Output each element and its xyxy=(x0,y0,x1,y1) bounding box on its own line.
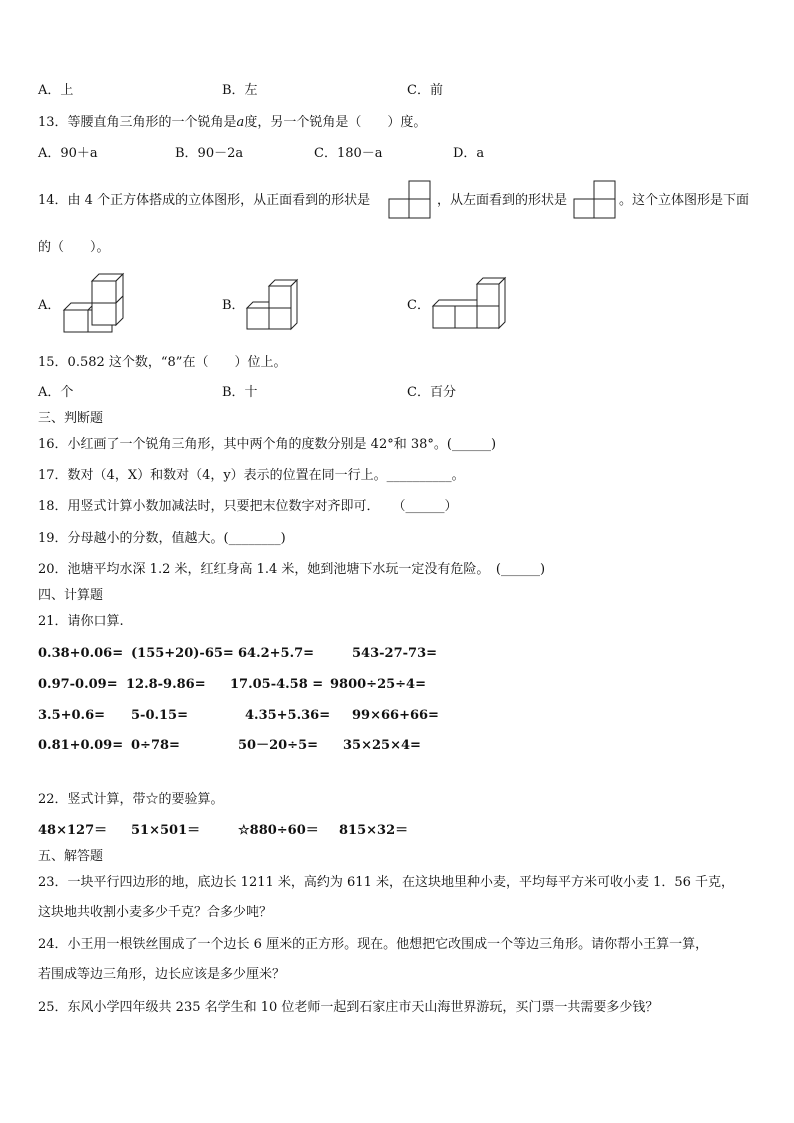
q25-text: 25．东风小学四年级共 235 名学生和 10 位老师一起到石家庄市天山海世界游玩，买门票一共需要多少钱？ xyxy=(38,1000,659,1015)
q21-r1-c2: (155+20)-65= xyxy=(131,646,234,661)
q21-r3-c3: 4.35+5.36= xyxy=(245,708,331,723)
q16-text: 16．小红画了一个锐角三角形，其中两个角的度数分别是 42°和 38°。(______) xyxy=(38,437,497,452)
q24-line-2: 若围成等边三角形，边长应该是多少厘米？ xyxy=(38,967,286,982)
q14-text-b: ，从左面看到的形状是 xyxy=(437,193,568,208)
q15-option-b: B．十 xyxy=(222,385,258,400)
q12-option-c: C．前 xyxy=(407,83,443,98)
q21-r2-c3: 17.05-4.58 = xyxy=(230,677,324,692)
q21-r4-c4: 35×25×4= xyxy=(343,738,421,753)
q21-r4-c3: 50－20÷5= xyxy=(238,738,319,753)
q21-r3-c1: 3.5+0.6= xyxy=(38,708,106,723)
q14-option-b-figure xyxy=(245,278,307,332)
q14-left-view-figure xyxy=(573,180,619,220)
q22-item-4: 815×32＝ xyxy=(339,823,409,838)
q15-text: 15．0.582 这个数，“8”在（ ）位上。 xyxy=(38,355,287,370)
q14-option-c-figure xyxy=(431,278,509,332)
q21-r1-c4: 543-27-73= xyxy=(352,646,438,661)
q14-option-a-figure xyxy=(62,272,124,334)
q23-line-2: 这块地共收割小麦多少千克？合多少吨？ xyxy=(38,905,273,920)
q13-text: 13．等腰直角三角形的一个锐角是a度，另一个锐角是（ ）度。 xyxy=(38,115,427,130)
q13-option-a: A．90＋a xyxy=(38,146,98,161)
q21-r4-c2: 0÷78= xyxy=(131,738,180,753)
q22-item-3: ☆880÷60＝ xyxy=(238,823,319,838)
q22-title: 22．竖式计算，带☆的要验算。 xyxy=(38,792,224,807)
q18-text: 18．用竖式计算小数加减法时，只要把末位数字对齐即可． （______） xyxy=(38,499,458,514)
q13-variable: a xyxy=(236,115,245,130)
q15-option-a: A．个 xyxy=(38,385,74,400)
q14-text-a: 14．由 4 个正方体搭成的立体图形，从正面看到的形状是 xyxy=(38,193,371,208)
q12-option-b: B．左 xyxy=(222,83,258,98)
q14-text-d: 的（ ）。 xyxy=(38,240,110,255)
q14-front-view-figure xyxy=(388,180,434,220)
q19-text: 19．分母越小的分数，值越大。(________) xyxy=(38,531,286,546)
section-heading-calculation: 四、计算题 xyxy=(38,588,104,603)
q14-option-b: B． xyxy=(222,298,245,313)
q14-option-a: A． xyxy=(38,298,61,313)
q13-option-d: D．a xyxy=(453,146,485,161)
q22-item-1: 48×127＝ xyxy=(38,823,108,838)
q23-line-1: 23．一块平行四边形的地，底边长 1211 米，高约为 611 米，在这块地里种小麦，平均每平方米可收小麦 1．56 千克， xyxy=(38,875,735,890)
q14-text-c: 。这个立体图形是下面 xyxy=(619,193,750,208)
q13-option-b: B．90－2a xyxy=(175,146,244,161)
q22-item-2: 51×501＝ xyxy=(131,823,201,838)
q14-option-c: C． xyxy=(407,298,430,313)
q21-r3-c4: 99×66+66= xyxy=(352,708,439,723)
q21-r2-c2: 12.8-9.86= xyxy=(126,677,206,692)
q21-r1-c1: 0.38+0.06= xyxy=(38,646,124,661)
q17-text: 17．数对（4，X）和数对（4，y）表示的位置在同一行上。__________。 xyxy=(38,468,465,483)
q15-option-c: C．百分 xyxy=(407,385,456,400)
q24-line-1: 24．小王用一根铁丝围成了一个边长 6 厘米的正方形。现在。他想把它改围成一个等边三角形。请你帮小王算一算， xyxy=(38,937,709,952)
q20-text: 20．池塘平均水深 1.2 米，红红身高 1.4 米，她到池塘下水玩一定没有危险。 (______) xyxy=(38,562,546,577)
q21-r2-c1: 0.97-0.09= xyxy=(38,677,118,692)
q21-r4-c1: 0.81+0.09= xyxy=(38,738,124,753)
section-heading-word-problems: 五、解答题 xyxy=(38,849,104,864)
q21-r3-c2: 5-0.15= xyxy=(131,708,188,723)
q21-title: 21．请你口算. xyxy=(38,614,124,629)
section-heading-judgement: 三、判断题 xyxy=(38,411,104,426)
q21-r1-c3: 64.2+5.7= xyxy=(238,646,315,661)
q21-r2-c4: 9800÷25÷4= xyxy=(330,677,426,692)
q13-option-c: C．180－a xyxy=(314,146,383,161)
q12-option-a: A．上 xyxy=(38,83,74,98)
